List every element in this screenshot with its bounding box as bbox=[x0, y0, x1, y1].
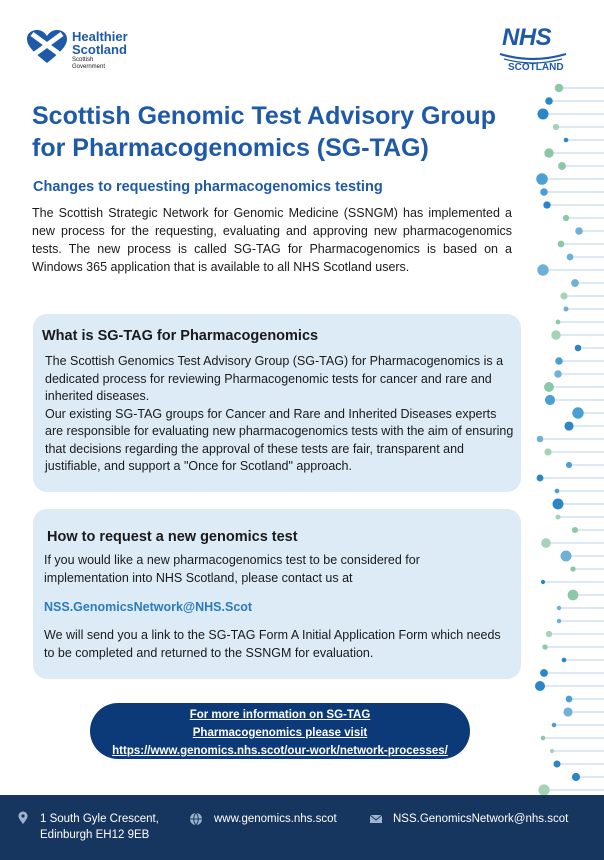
deco-dot bbox=[558, 162, 566, 170]
section-subtitle: Changes to requesting pharmacogenomics testing bbox=[33, 179, 383, 195]
deco-dot bbox=[564, 138, 569, 143]
deco-dot bbox=[555, 357, 563, 365]
deco-dot bbox=[558, 241, 565, 248]
logo-text-government: Government bbox=[72, 64, 106, 70]
deco-dot bbox=[543, 201, 550, 208]
footer-website-link[interactable]: www.genomics.nhs.scot bbox=[214, 813, 337, 825]
deco-dot bbox=[566, 462, 572, 468]
deco-dot bbox=[540, 188, 548, 196]
deco-dot bbox=[553, 760, 560, 767]
deco-dot bbox=[557, 619, 562, 624]
how-to-card bbox=[33, 509, 521, 679]
deco-dot bbox=[535, 681, 545, 691]
deco-dot bbox=[571, 279, 579, 287]
deco-dot bbox=[561, 551, 572, 562]
logo-text-healthier: Healthier bbox=[72, 29, 128, 44]
what-is-para1: The Scottish Genomics Test Advisory Group (SG-TAG) for Pharmacogenomics is a dedicated process for reviewing Pharmacogenomic tests for cancer and rare and inherited diseases. bbox=[45, 354, 504, 403]
deco-dot bbox=[557, 606, 561, 610]
deco-dot bbox=[572, 407, 583, 418]
deco-dot bbox=[554, 370, 562, 378]
deco-dot bbox=[563, 215, 569, 221]
deco-dot bbox=[564, 421, 573, 430]
nhs-region-label: SCOTLAND bbox=[508, 62, 564, 73]
contact-email-link[interactable]: NSS.GenomicsNetwork@NHS.Scot bbox=[44, 600, 253, 614]
more-info-url-link[interactable]: https://www.genomics.nhs.scot/our-work/network-processes/ bbox=[112, 745, 448, 757]
location-pin-icon bbox=[16, 811, 30, 825]
nhs-scotland-logo bbox=[496, 24, 570, 76]
deco-dot bbox=[541, 538, 551, 548]
footer-address-line1: 1 South Gyle Crescent, bbox=[40, 813, 159, 825]
saltire-heart-icon bbox=[26, 30, 68, 64]
page-title: Scottish Genomic Test Advisory Group for Pharmacogenomics (SG-TAG) bbox=[32, 102, 496, 162]
what-is-body bbox=[45, 353, 515, 476]
intro-paragraph: The Scottish Strategic Network for Genomic Medicine (SSNGM) has implemented a new process for the requesting, evaluating and approving new pharmacogenomics tests. The new process is called SG-TAG for Pharmacogenomics is based on a Windows 365 application that is available to all NHS Scotland users. bbox=[32, 206, 512, 274]
deco-dot bbox=[546, 631, 552, 637]
what-is-card bbox=[33, 314, 521, 492]
envelope-icon bbox=[369, 812, 383, 826]
deco-dot bbox=[560, 292, 567, 299]
deco-dot bbox=[563, 707, 572, 716]
how-to-para1: If you would like a new pharmacogenomics test to be considered for implementation into NHS Scotland, please contact us at bbox=[44, 553, 420, 585]
deco-dot bbox=[537, 475, 544, 482]
deco-dot bbox=[544, 148, 553, 157]
more-info-line2[interactable]: Pharmacogenomics please visit bbox=[192, 727, 368, 739]
deco-dot bbox=[567, 254, 574, 261]
deco-dot bbox=[544, 382, 554, 392]
footer-address-line2: Edinburgh EH12 9EB bbox=[40, 829, 150, 841]
deco-dot bbox=[537, 264, 548, 275]
deco-dot bbox=[555, 514, 560, 519]
what-is-para2: Our existing SG-TAG groups for Cancer and Rare and Inherited Diseases experts are responsible for evaluating new pharmacogenomics tests with the aim of ensuring that decisions regarding the approval of these tests are fair, transparent and justifiable, and support a "Once for Scotland" approach. bbox=[45, 406, 514, 473]
deco-dot bbox=[572, 527, 578, 533]
deco-dot bbox=[541, 736, 546, 741]
deco-dot bbox=[542, 644, 547, 649]
deco-dot bbox=[544, 448, 551, 455]
logo-text-scotland: Scotland bbox=[72, 42, 127, 57]
deco-dot bbox=[566, 696, 573, 703]
deco-dot bbox=[545, 395, 555, 405]
nhs-wordmark: NHS bbox=[502, 24, 552, 51]
deco-dot bbox=[537, 108, 548, 119]
deco-dot bbox=[570, 566, 575, 571]
deco-dot bbox=[555, 84, 563, 92]
healthier-scotland-logo bbox=[26, 28, 146, 76]
deco-dot bbox=[545, 97, 553, 105]
deco-dot bbox=[556, 320, 561, 325]
globe-icon bbox=[189, 812, 203, 826]
deco-dot bbox=[536, 173, 548, 185]
how-to-para2: We will send you a link to the SG-TAG Form A Initial Application Form which needs to be completed and returned to the SSNGM for evaluation. bbox=[44, 628, 501, 660]
deco-dot bbox=[551, 330, 560, 339]
more-info-banner[interactable] bbox=[90, 703, 470, 759]
footer-bar bbox=[0, 795, 604, 860]
deco-dot bbox=[540, 669, 548, 677]
logo-text-scottish: Scottish bbox=[72, 57, 94, 63]
decorative-dot-lines bbox=[526, 80, 604, 800]
how-to-heading: How to request a new genomics test bbox=[47, 529, 298, 545]
more-info-line1[interactable]: For more information on SG-TAG bbox=[189, 709, 371, 721]
deco-dot bbox=[563, 306, 568, 311]
deco-dot bbox=[537, 436, 544, 443]
deco-dot bbox=[538, 784, 549, 795]
what-is-heading: What is SG-TAG for Pharmacogenomics bbox=[42, 328, 319, 344]
footer-address bbox=[40, 811, 159, 843]
deco-dot bbox=[572, 773, 580, 781]
deco-dot bbox=[553, 499, 564, 510]
footer-email-link[interactable]: NSS.GenomicsNetwork@nhs.scot bbox=[393, 813, 569, 825]
deco-dot bbox=[568, 590, 579, 601]
deco-dot bbox=[541, 580, 545, 584]
deco-dot bbox=[555, 489, 560, 494]
deco-dot bbox=[550, 749, 554, 753]
deco-dot bbox=[552, 723, 557, 728]
deco-dot bbox=[553, 124, 559, 130]
deco-dot bbox=[575, 227, 583, 235]
deco-dot bbox=[562, 658, 567, 663]
deco-dot bbox=[575, 345, 582, 352]
